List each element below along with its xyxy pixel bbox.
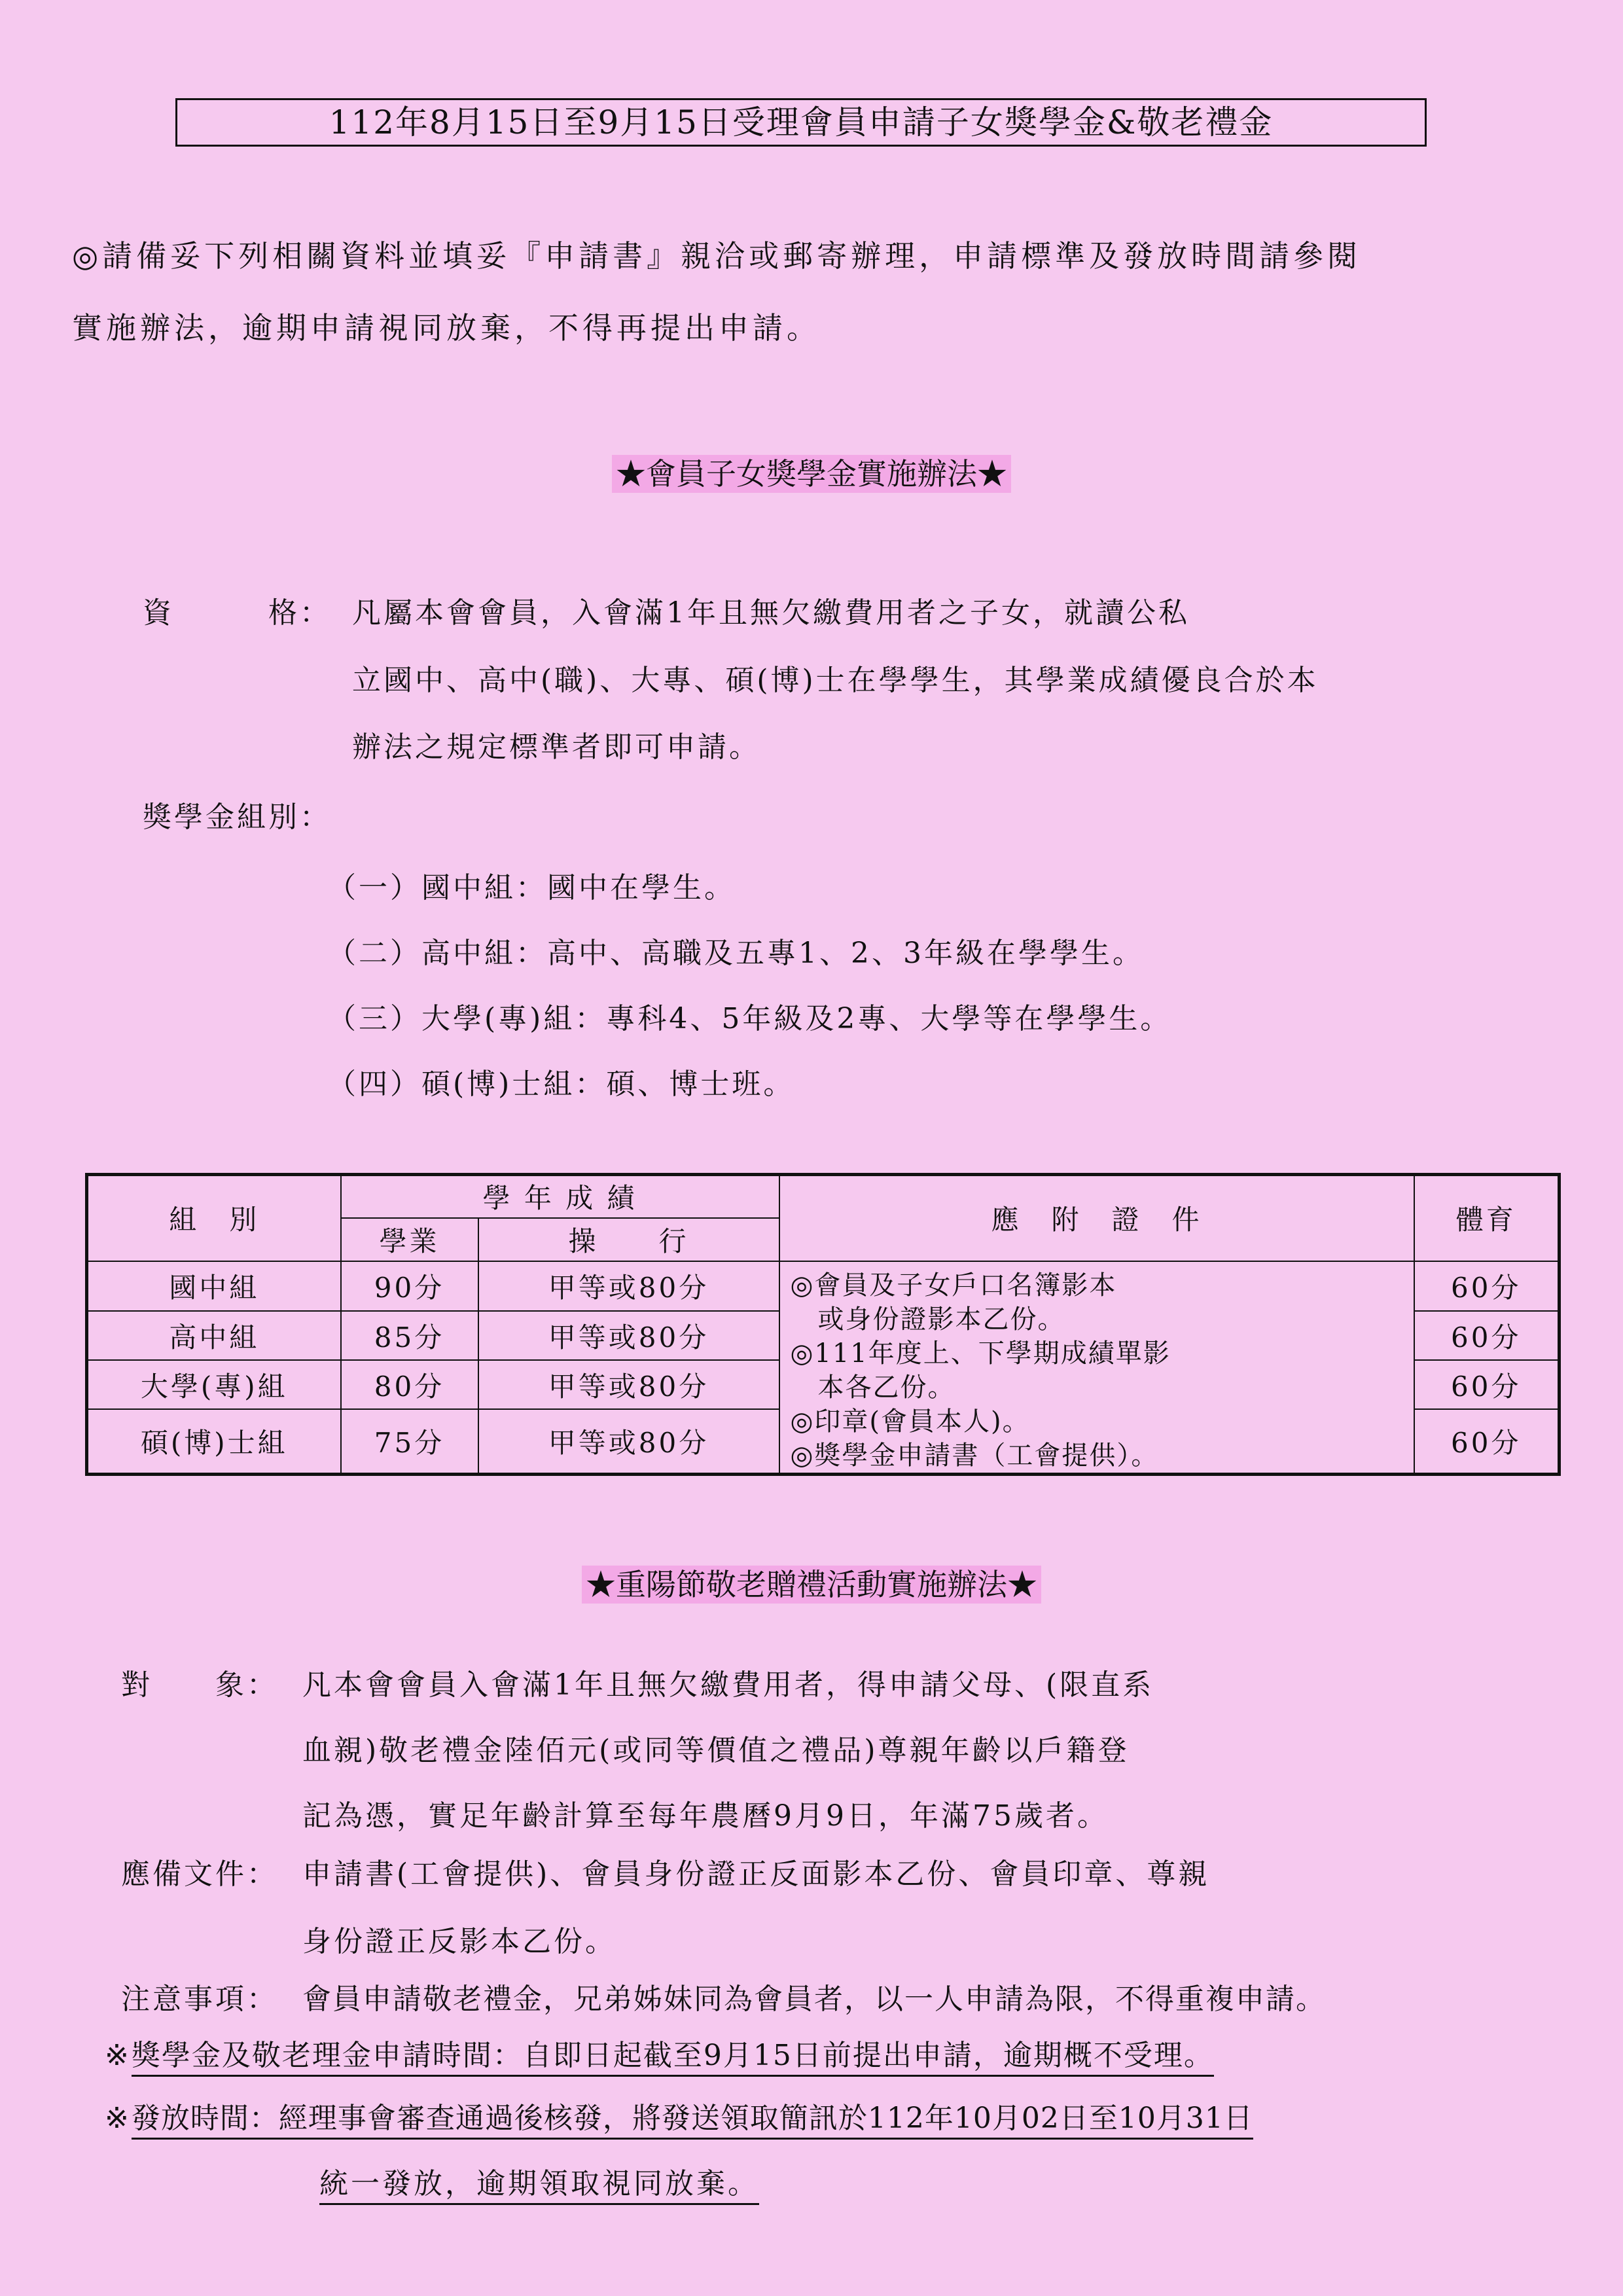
note-marker: ※	[105, 2039, 132, 2072]
docs-line-2: 身份證正反影本乙份。	[302, 1925, 616, 1958]
notes-label: 注意事項：	[121, 1982, 278, 2016]
payout-note	[105, 2094, 1253, 2136]
target-label: 對 象：	[121, 1668, 278, 1702]
scholarship-heading-text: ★會員子女獎學金實施辦法★	[612, 455, 1011, 493]
group-cell: 國中組	[87, 1261, 341, 1312]
target-line-2: 血親)敬老禮金陸佰元(或同等價值之禮品)尊親年齡以戶籍登	[302, 1734, 1130, 1767]
page-title: 112年8月15日至9月15日受理會員申請子女獎學金&敬老禮金	[175, 98, 1427, 147]
notes-line: 會員申請敬老禮金，兄弟姊妹同為會員者，以一人申請為限，不得重複申請。	[302, 1982, 1326, 2016]
table-row	[87, 1261, 1560, 1312]
target-line-1: 凡本會會員入會滿1年且無欠繳費用者，得申請父母、(限直系	[302, 1668, 1154, 1702]
conduct-cell: 甲等或80分	[478, 1360, 779, 1409]
col-conduct-header: 操 行	[478, 1218, 779, 1261]
qualification-line-2: 立國中、高中(職)、大專、碩(博)士在學學生，其學業成績優良合於本	[352, 664, 1319, 697]
pe-cell: 60分	[1414, 1409, 1560, 1474]
conduct-cell: 甲等或80分	[478, 1409, 779, 1474]
group-item: （二）高中組：高中、高職及五專1、2、3年級在學學生。	[327, 937, 1144, 970]
qualification-label: 資 格：	[143, 596, 331, 630]
doc-line: ◎會員及子女戶口名簿影本	[790, 1270, 1117, 1300]
intro-line-1: ◎請備妥下列相關資料並填妥『申請書』親洽或郵寄辦理，申請標準及發放時間請參閱	[72, 238, 1362, 274]
col-grades-header: 學 年 成 績	[341, 1175, 779, 1218]
qualification-line-3: 辦法之規定標準者即可申請。	[352, 730, 760, 764]
note-marker: ※	[105, 2102, 132, 2135]
academic-cell: 85分	[341, 1311, 478, 1360]
required-docs-cell	[779, 1261, 1414, 1475]
doc-line: ◎印章(會員本人)。	[790, 1406, 1030, 1437]
doc-line: 本各乙份。	[790, 1372, 955, 1403]
scholarship-criteria-table	[85, 1173, 1561, 1476]
groups-label: 獎學金組別：	[143, 800, 331, 834]
academic-cell: 75分	[341, 1409, 478, 1474]
col-docs-header: 應 附 證 件	[779, 1175, 1414, 1261]
scholarship-heading	[0, 450, 1623, 493]
table-header-row	[87, 1175, 1560, 1218]
doc-line: ◎獎學金申請書（工會提供）。	[790, 1440, 1159, 1471]
group-cell: 碩(博)士組	[87, 1409, 341, 1474]
doc-line: ◎111年度上、下學期成績單影	[790, 1338, 1171, 1369]
target-line-3: 記為憑，實足年齡計算至每年農曆9月9日，年滿75歲者。	[302, 1799, 1109, 1833]
pe-cell: 60分	[1414, 1360, 1560, 1409]
group-cell: 高中組	[87, 1311, 341, 1360]
docs-line-1: 申請書(工會提供)、會員身份證正反面影本乙份、會員印章、尊親	[302, 1857, 1210, 1891]
pe-cell: 60分	[1414, 1261, 1560, 1312]
deadline-text: 獎學金及敬老理金申請時間：自即日起截至9月15日前提出申請，逾期概不受理。	[132, 2039, 1214, 2077]
group-item: （一）國中組：國中在學生。	[327, 871, 736, 905]
col-pe-header: 體育	[1414, 1175, 1560, 1261]
docs-label: 應備文件：	[121, 1857, 278, 1891]
payout-text-2: 統一發放，逾期領取視同放棄。	[319, 2167, 759, 2205]
payout-note-cont	[319, 2160, 759, 2202]
group-item: （四）碩(博)士組：碩、博士班。	[327, 1067, 795, 1101]
pe-cell: 60分	[1414, 1311, 1560, 1360]
col-group-header: 組 別	[87, 1175, 341, 1261]
elderly-heading	[0, 1561, 1623, 1604]
payout-text-1: 發放時間：經理事會審查通過後核發，將發送領取簡訊於112年10月02日至10月31日	[132, 2102, 1253, 2140]
group-cell: 大學(專)組	[87, 1360, 341, 1409]
doc-line: 或身份證影本乙份。	[790, 1304, 1065, 1335]
deadline-note	[105, 2032, 1214, 2073]
intro-line-2: 實施辦法，逾期申請視同放棄，不得再提出申請。	[72, 310, 821, 346]
group-item: （三）大學(專)組：專科4、5年級及2專、大學等在學學生。	[327, 1002, 1172, 1035]
elderly-heading-text: ★重陽節敬老贈禮活動實施辦法★	[582, 1566, 1041, 1604]
academic-cell: 90分	[341, 1261, 478, 1312]
qualification-line-1: 凡屬本會會員，入會滿1年且無欠繳費用者之子女，就讀公私	[352, 596, 1190, 630]
col-academic-header: 學業	[341, 1218, 478, 1261]
conduct-cell: 甲等或80分	[478, 1311, 779, 1360]
conduct-cell: 甲等或80分	[478, 1261, 779, 1312]
academic-cell: 80分	[341, 1360, 478, 1409]
